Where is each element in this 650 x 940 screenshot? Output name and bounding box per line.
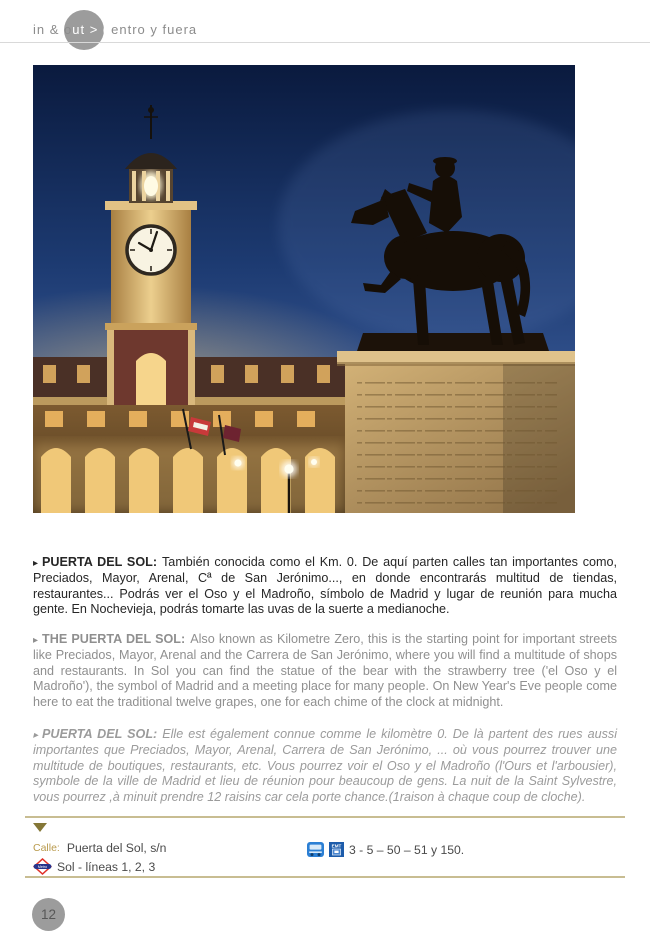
metro-row xyxy=(33,858,155,875)
breadcrumb-seg2: ut > d xyxy=(72,22,112,37)
triangle-down-icon xyxy=(33,823,47,832)
emt-icon-text: EMT xyxy=(331,843,342,849)
paragraph-english-title: THE PUERTA DEL SOL: xyxy=(42,631,186,646)
bullet-icon: ▸ xyxy=(33,557,39,569)
paragraph-english xyxy=(33,632,617,711)
page-number: 12 xyxy=(40,907,57,922)
address-row xyxy=(33,841,166,855)
footer-divider-top xyxy=(25,816,625,818)
header-divider xyxy=(0,42,650,43)
metro-logo-text: Metro xyxy=(37,864,48,869)
street-value: Puerta del Sol, s/n xyxy=(66,841,167,855)
bus-lines-value: 3 - 5 – 50 – 51 y 150. xyxy=(349,842,465,857)
paragraph-french-title: PUERTA DEL SOL: xyxy=(42,726,158,741)
bullet-icon: ▸ xyxy=(33,634,39,646)
photo-illustration xyxy=(33,65,575,513)
street-label: Calle: xyxy=(33,842,60,854)
emt-icon xyxy=(329,842,344,857)
paragraph-french-body: Elle est également connue comme le kilomètre 0. De là partent des rues aussi importantes que Preciados, Mayor, Arenal, Carrera de San Jerónimo, ... où vous pourrez trouver une multitude de boutiques, restaurants, etc. Vous pourrez voir el Oso y el Madroño (l'Ours et l'arbousier), symbole de la ville de Madrid et lieu de réunion pour beaucoup de gens. La nuit de la Saint Sylvestre, vous pourrez ,à minuit prendre 12 raisins car cela porte chance.(1raison à chaque coup de cloche). xyxy=(33,726,617,804)
breadcrumb xyxy=(33,22,197,37)
bus-row xyxy=(307,842,464,857)
puerta-del-sol-photo xyxy=(33,65,575,513)
footer-divider-bottom xyxy=(25,876,625,878)
paragraph-english-body: Also known as Kilometre Zero, this is the starting point for important streets like Preciados, Mayor, Arenal and the Carrera de San Jerónimo, where you will find a multitude of shops and restaurants. In Sol you can find the statue of the bear with the strawberry tree ('el Oso y el Madroño'), the symbol of Madrid and a meeting place for many people. On New Year's Eve people come here to eat the traditional twelve grapes, one for each chime of the clock at midnight. xyxy=(33,631,617,709)
paragraph-spanish-body: También conocida como el Km. 0. De aquí parten calles tan importantes como, Preciados, Mayor, Arenal, Cª de San Jerónimo..., en donde encontrarás multitud de tiendas, restaurantes... Podrás ver el Oso y el Madroño, símbolo de Madrid y lugar de reunión para mucha gente. En Nochevieja, podrás tomarte las uvas de la suerte a medianoche. xyxy=(33,554,617,617)
page-number-badge xyxy=(32,898,65,931)
metro-logo-icon xyxy=(33,858,52,875)
breadcrumb-seg3: entro y fuera xyxy=(111,22,198,37)
paragraph-french xyxy=(33,727,617,806)
breadcrumb-seg1: in & o xyxy=(33,22,73,37)
paragraph-spanish xyxy=(33,555,617,618)
bullet-icon: ▸ xyxy=(33,729,39,741)
metro-value: Sol - líneas 1, 2, 3 xyxy=(57,859,156,874)
paragraph-spanish-title: PUERTA DEL SOL: xyxy=(42,554,158,569)
bus-icon xyxy=(307,842,324,857)
